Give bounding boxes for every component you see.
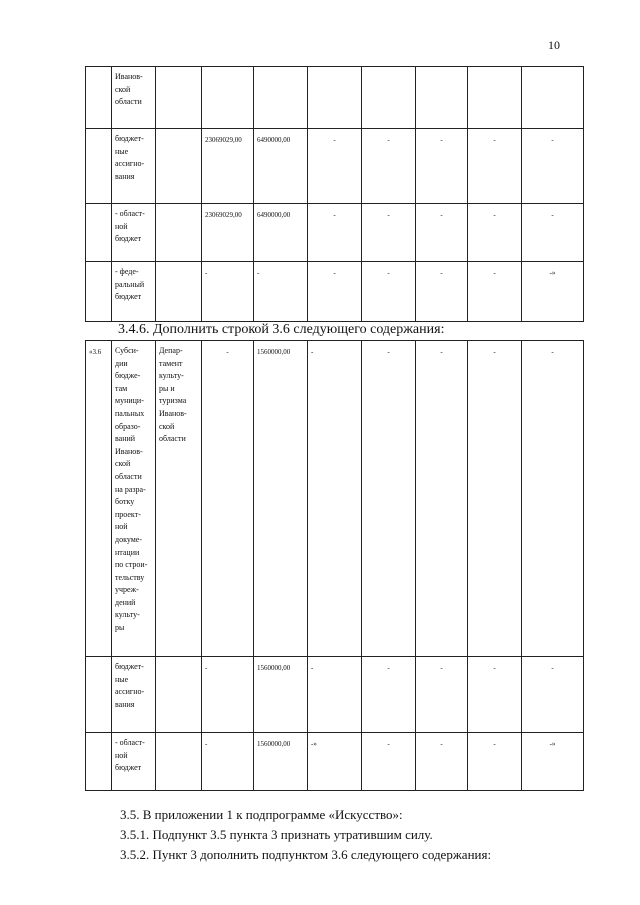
- value-cell: -: [362, 262, 416, 322]
- value-cell: -: [522, 341, 584, 657]
- value-cell: -: [202, 733, 254, 791]
- amendment-heading: 3.4.6. Дополнить строкой 3.6 следующего содержания:: [118, 322, 445, 337]
- value-cell: -: [468, 657, 522, 733]
- value-cell: [254, 67, 308, 129]
- table-row: [86, 657, 584, 733]
- number-cell: [86, 733, 112, 791]
- value-cell: -: [416, 657, 468, 733]
- value-cell: -: [468, 129, 522, 204]
- executor-cell: [156, 67, 202, 129]
- executor-cell: [156, 733, 202, 791]
- value-cell: -: [362, 204, 416, 262]
- value-cell: [416, 67, 468, 129]
- label-cell: - област- ной бюджет: [112, 204, 156, 262]
- value-cell: -: [254, 262, 308, 322]
- number-cell: [86, 657, 112, 733]
- label-cell: - област- ной бюджет: [112, 733, 156, 791]
- value-cell: -»: [522, 262, 584, 322]
- value-cell: -: [308, 341, 362, 657]
- label-cell: бюджет- ные ассигно- вания: [112, 129, 156, 204]
- value-cell: -: [522, 204, 584, 262]
- value-cell: -: [362, 129, 416, 204]
- value-cell: -: [308, 262, 362, 322]
- value-cell: [522, 67, 584, 129]
- value-cell: -: [308, 204, 362, 262]
- value-cell: -: [468, 262, 522, 322]
- value-cell: -: [522, 657, 584, 733]
- table-row: [86, 262, 584, 322]
- executor-cell: [156, 657, 202, 733]
- value-cell: -: [416, 204, 468, 262]
- number-cell: «3.6: [86, 341, 112, 657]
- label-cell: Иванов- ской области: [112, 67, 156, 129]
- value-cell: [362, 67, 416, 129]
- number-cell: [86, 204, 112, 262]
- table-row: [86, 67, 584, 129]
- executor-cell: Депар- тамент культу- ры и туризма Иванов- ской области: [156, 341, 202, 657]
- value-cell: -: [202, 262, 254, 322]
- value-cell: -: [416, 129, 468, 204]
- value-cell: -: [308, 129, 362, 204]
- number-cell: [86, 67, 112, 129]
- label-cell: бюджет- ные ассигно- вания: [112, 657, 156, 733]
- paragraph: 3.5. В приложении 1 к подпрограмме «Искусство»:: [120, 807, 403, 822]
- value-cell: -: [468, 341, 522, 657]
- value-cell: -: [362, 733, 416, 791]
- value-cell: 1560000,00: [254, 341, 308, 657]
- label-cell: Субси- дии бюдже- там муници- пальных образо- ваний Иванов- ской области на разра- ботку проект- ной докуме- нтации по строи- тельству учреж- дений культу- ры: [112, 341, 156, 657]
- table-row: [86, 733, 584, 791]
- number-cell: [86, 129, 112, 204]
- value-cell: -: [202, 657, 254, 733]
- value-cell: -: [468, 733, 522, 791]
- value-cell: -: [416, 733, 468, 791]
- value-cell: -: [416, 341, 468, 657]
- paragraph: 3.5.2. Пункт 3 дополнить подпунктом 3.6 следующего содержания:: [120, 847, 492, 862]
- value-cell: -: [362, 657, 416, 733]
- value-cell: -: [308, 657, 362, 733]
- value-cell: -: [362, 341, 416, 657]
- label-cell: - феде- ральный бюджет: [112, 262, 156, 322]
- value-cell: 6490000,00: [254, 129, 308, 204]
- value-cell: -»: [522, 733, 584, 791]
- budget-table-bottom: [85, 340, 584, 791]
- table-row: [86, 341, 584, 657]
- paragraph: 3.5.1. Подпункт 3.5 пункта 3 признать утратившим силу.: [120, 827, 433, 842]
- executor-cell: [156, 129, 202, 204]
- value-cell: -: [522, 129, 584, 204]
- budget-table-top: [85, 66, 584, 322]
- value-cell: -: [468, 204, 522, 262]
- executor-cell: [156, 262, 202, 322]
- value-cell: 6490000,00: [254, 204, 308, 262]
- value-cell: 23069029,00: [202, 129, 254, 204]
- value-cell: [308, 67, 362, 129]
- page-number: 10: [548, 38, 560, 52]
- executor-cell: [156, 204, 202, 262]
- value-cell: -»: [308, 733, 362, 791]
- value-cell: [202, 67, 254, 129]
- value-cell: -: [416, 262, 468, 322]
- table-row: [86, 129, 584, 204]
- number-cell: [86, 262, 112, 322]
- value-cell: 1560000,00: [254, 733, 308, 791]
- value-cell: -: [202, 341, 254, 657]
- value-cell: [468, 67, 522, 129]
- table-row: [86, 204, 584, 262]
- value-cell: 1560000,00: [254, 657, 308, 733]
- value-cell: 23069029,00: [202, 204, 254, 262]
